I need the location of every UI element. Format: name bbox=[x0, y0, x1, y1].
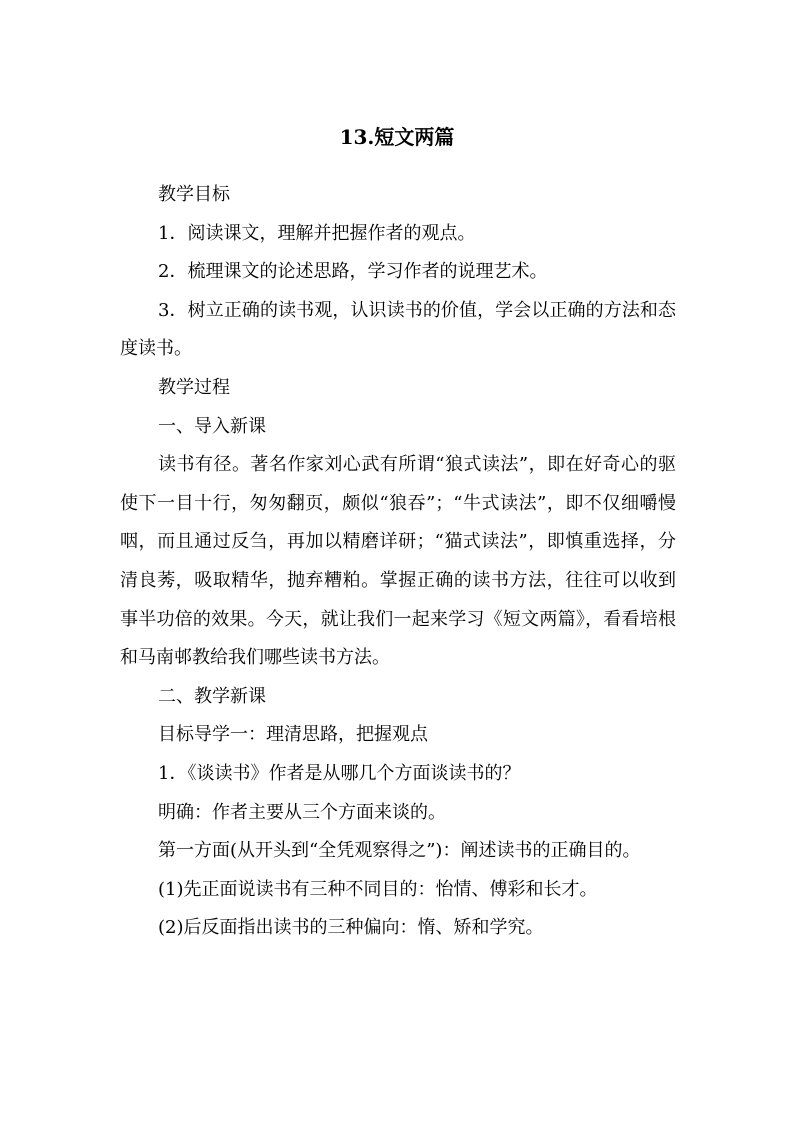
answer-intro: 明确：作者主要从三个方面来谈的。 bbox=[158, 801, 446, 823]
objective-item-1: 1．阅读课文，理解并把握作者的观点。 bbox=[158, 222, 476, 244]
goal-guide-1: 目标导学一：理清思路，把握观点 bbox=[158, 724, 428, 746]
section-heading-process: 教学过程 bbox=[158, 376, 230, 398]
answer-point-2: (2)后反面指出读书的三种偏向：惰、矫和学究。 bbox=[158, 917, 544, 939]
objective-item-3: 3．树立正确的读书观，认识读书的价值，学会以正确的方法和态度读书。 bbox=[120, 299, 676, 360]
answer-aspect-1: 第一方面(从开头到“全凭观察得之”)：阐述读书的正确目的。 bbox=[158, 840, 641, 862]
objective-item-2: 2．梳理课文的论述思路，学习作者的说理艺术。 bbox=[158, 261, 548, 283]
answer-point-1: (1)先正面说读书有三种不同目的：怡情、傅彩和长才。 bbox=[158, 878, 598, 900]
section-heading-objectives: 教学目标 bbox=[158, 184, 230, 205]
question-1: 1．《谈读书》作者是从哪几个方面谈读书的？ bbox=[158, 762, 521, 784]
subsection-heading-intro: 一、导入新课 bbox=[158, 415, 266, 437]
subsection-heading-new-lesson: 二、教学新课 bbox=[158, 685, 266, 707]
intro-paragraph: 读书有径。著名作家刘心武有所谓“狼式读法”，即在好奇心的驱使下一目十行，匆匆翻页，颇似“狼吞”；“牛式读法”，即不仅细嚼慢咽，而且通过反刍，再加以精磨详研；“猫式读法”，即慎重选择，分清良莠，吸取精华，抛弃糟粕。掌握正确的读书方法，往往可以收到事半功倍的效果。今天，就让我们一起来学习《短文两篇》，看看培根和马南邨教给我们哪些读书方法。 bbox=[120, 454, 676, 669]
document-body bbox=[120, 176, 676, 948]
document-title: 13.短文两篇 bbox=[339, 125, 455, 149]
